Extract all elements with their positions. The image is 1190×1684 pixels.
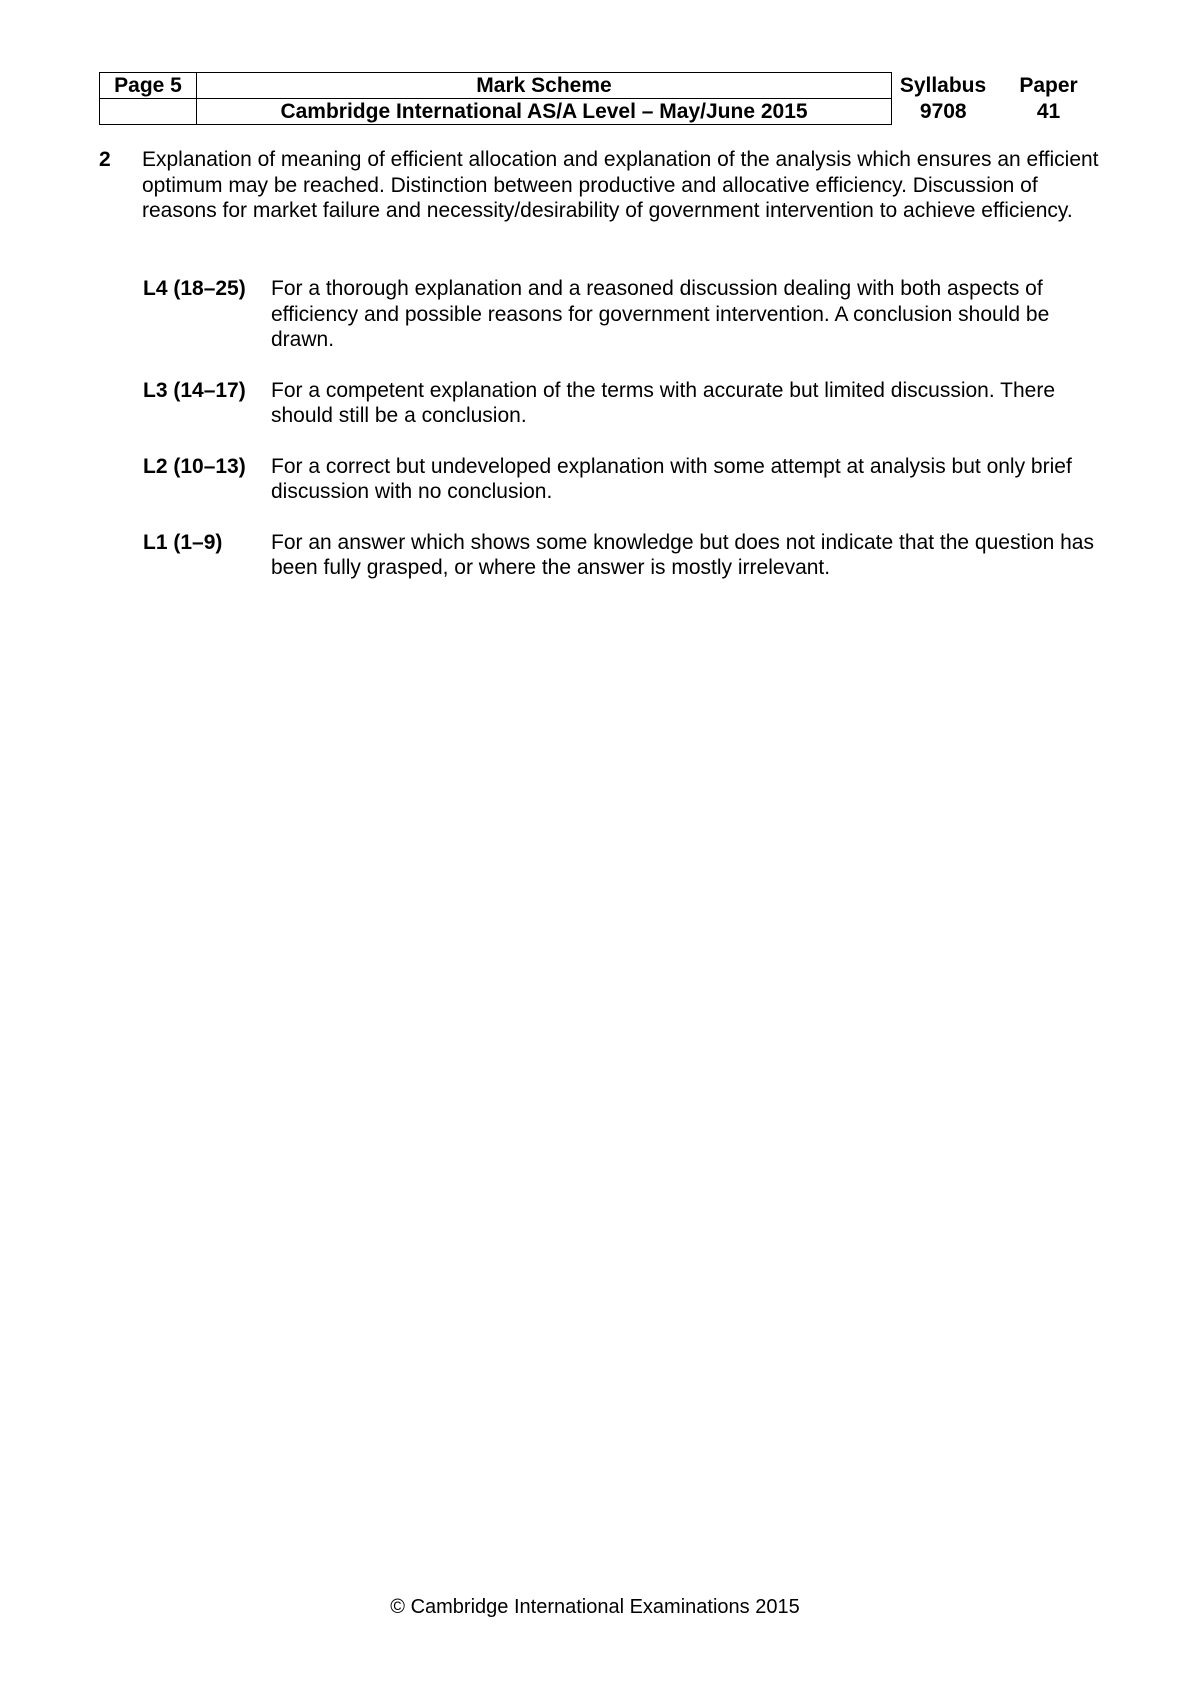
level-code: L3 (14–17): [143, 378, 246, 402]
level-code: L1 (1–9): [143, 530, 223, 554]
level-descriptors: [143, 276, 1103, 606]
level-item-l2: [143, 454, 1103, 505]
paper-value: 41: [1036, 100, 1061, 123]
document-subtitle: Cambridge International AS/A Level – May/June 2015: [197, 99, 892, 125]
level-code: L2 (10–13): [143, 454, 246, 478]
header-row-bottom: [100, 99, 1103, 125]
page-number-blank: [100, 99, 197, 125]
page-number: Page 5: [100, 73, 197, 99]
level-description: For a competent explanation of the terms with accurate but limited discussion. There should still be a conclusion.: [271, 378, 1056, 427]
level-description: For an answer which shows some knowledge but does not indicate that the question has been fully grasped, or where the answer is mostly irrelevant.: [271, 530, 1094, 579]
level-code: L4 (18–25): [143, 277, 246, 300]
header-table: [99, 72, 1103, 125]
question-text: Explanation of meaning of efficient allocation and explanation of the analysis which ensures an efficient optimum may be reached. Distinction between productive and allocative efficiency. Discussion of reasons for market failure and necessity/desirability of government intervention to achieve efficiency.: [142, 148, 1099, 222]
level-item-l4: [143, 276, 1103, 353]
header-row-top: [100, 73, 1103, 99]
paper-label: Paper: [1019, 74, 1078, 97]
level-description: For a correct but undeveloped explanation with some attempt at analysis but only brief discussion with no conclusion.: [271, 454, 1072, 503]
level-item-l1: [143, 530, 1103, 581]
document-title: Mark Scheme: [197, 73, 892, 99]
syllabus-label: Syllabus: [899, 74, 987, 97]
level-description: For a thorough explanation and a reasoned discussion dealing with both aspects of efficiency and possible reasons for government intervention. A conclusion should be drawn.: [271, 277, 1050, 351]
question-number: 2: [99, 148, 111, 171]
syllabus-value: 9708: [919, 100, 967, 123]
copyright-footer: © Cambridge International Examinations 2015: [390, 1596, 800, 1618]
level-item-l3: [143, 378, 1103, 429]
